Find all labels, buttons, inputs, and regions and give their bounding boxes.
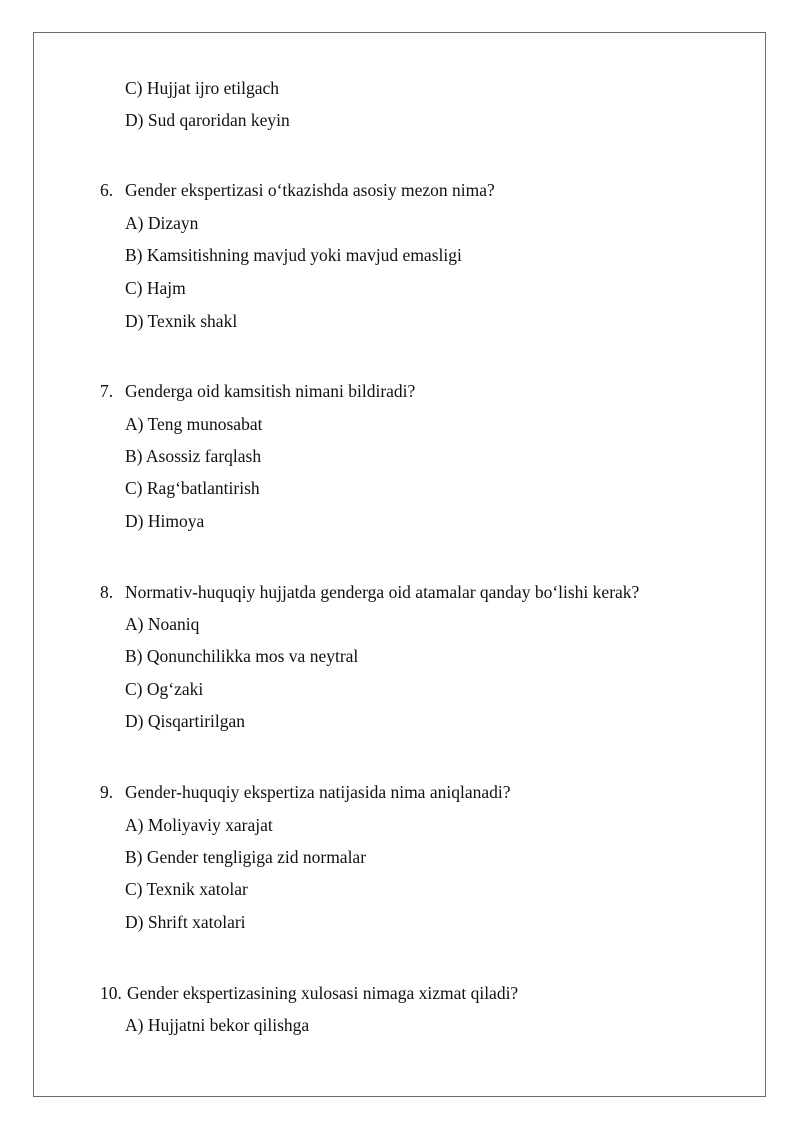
option-c: C) Rag‘batlantirish bbox=[125, 478, 260, 498]
option-a: A) Noaniq bbox=[125, 614, 200, 634]
option-a: A) Moliyaviy xarajat bbox=[125, 815, 273, 835]
option-b: B) Gender tengligiga zid normalar bbox=[125, 847, 367, 867]
option-d: D) Sud qaroridan keyin bbox=[125, 110, 290, 130]
option-c: C) Hajm bbox=[125, 278, 186, 298]
question-number: 10. bbox=[100, 983, 122, 1003]
question-text: Gender ekspertizasining xulosasi nimaga xizmat qiladi? bbox=[127, 983, 519, 1003]
option-a: A) Hujjatni bekor qilishga bbox=[125, 1015, 310, 1035]
option-d: D) Qisqartirilgan bbox=[125, 711, 246, 731]
option-b: B) Asossiz farqlash bbox=[125, 446, 262, 466]
option-c: C) Og‘zaki bbox=[125, 679, 204, 699]
option-a: A) Dizayn bbox=[125, 213, 199, 233]
question-number: 6. bbox=[100, 180, 114, 200]
question-text: Normativ-huquqiy hujjatda genderga oid atamalar qanday bo‘lishi kerak? bbox=[125, 582, 640, 602]
option-a: A) Teng munosabat bbox=[125, 414, 263, 434]
option-d: D) Shrift xatolari bbox=[125, 912, 246, 932]
option-d: D) Texnik shakl bbox=[125, 311, 238, 331]
question-text: Genderga oid kamsitish nimani bildiradi? bbox=[125, 381, 416, 401]
question-number: 9. bbox=[100, 782, 114, 802]
question-number: 8. bbox=[100, 582, 114, 602]
option-b: B) Qonunchilikka mos va neytral bbox=[125, 646, 359, 666]
option-c: C) Texnik xatolar bbox=[125, 879, 248, 899]
option-c: C) Hujjat ijro etilgach bbox=[125, 78, 280, 98]
option-d: D) Himoya bbox=[125, 511, 205, 531]
question-text: Gender-huquqiy ekspertiza natijasida nima aniqlanadi? bbox=[125, 782, 511, 802]
question-text: Gender ekspertizasi o‘tkazishda asosiy mezon nima? bbox=[125, 180, 495, 200]
option-b: B) Kamsitishning mavjud yoki mavjud emasligi bbox=[125, 245, 462, 265]
question-number: 7. bbox=[100, 381, 114, 401]
